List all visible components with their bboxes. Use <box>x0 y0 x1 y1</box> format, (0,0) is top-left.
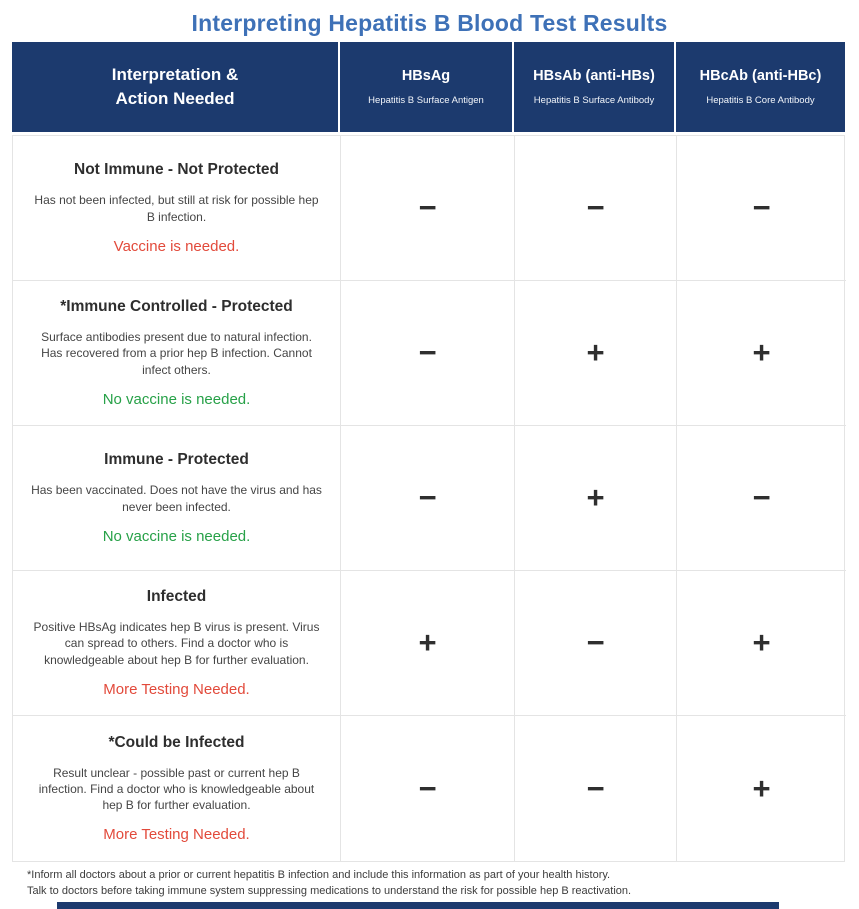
row-action: No vaccine is needed. <box>102 527 251 545</box>
result-symbol: − <box>515 571 677 716</box>
table-row-interpretation <box>13 426 341 571</box>
result-symbol: + <box>341 571 515 716</box>
test-full-hbsag: Hepatitis B Surface Antigen <box>368 95 484 106</box>
result-symbol: + <box>677 571 846 716</box>
header-cell-interpretation <box>12 42 340 132</box>
result-symbol: − <box>341 426 515 571</box>
header-cell-hbcab <box>676 42 845 132</box>
test-abbr-hbcab: HBcAb (anti-HBc) <box>699 68 822 84</box>
test-abbr-hbsag: HBsAg <box>401 68 451 84</box>
hepatitis-results-table <box>12 42 845 862</box>
result-symbol: − <box>515 136 677 281</box>
footnotes <box>27 868 631 900</box>
result-symbol: − <box>677 426 846 571</box>
row-title: Infected <box>146 588 207 606</box>
result-symbol: − <box>341 716 515 861</box>
table-header-row <box>12 42 845 132</box>
row-description: Has not been infected, but still at risk for possible hep B infection. <box>34 193 319 224</box>
test-full-hbsab: Hepatitis B Surface Antibody <box>533 95 655 106</box>
result-symbol: + <box>752 770 771 806</box>
bottom-banner-bar <box>57 902 779 909</box>
header-cell-hbsab <box>514 42 676 132</box>
table-row-interpretation <box>13 716 341 861</box>
result-symbol: − <box>341 136 515 281</box>
row-description: Surface antibodies present due to natural infection. Has recovered from a prior hep B infection. Cannot infect others. <box>41 330 312 377</box>
test-full-hbcab: Hepatitis B Core Antibody <box>706 95 815 106</box>
result-symbol: − <box>341 281 515 426</box>
row-action: More Testing Needed. <box>103 680 250 698</box>
page-title: Interpreting Hepatitis B Blood Test Results <box>191 10 668 36</box>
test-abbr-hbsab: HBsAb (anti-HBs) <box>533 68 655 84</box>
result-symbol: − <box>677 136 846 281</box>
footnote-line-2: Talk to doctors before taking immune system suppressing medications to understand the risk for possible hep B reactivation. <box>27 884 632 897</box>
table-row-interpretation <box>13 571 341 716</box>
footnote-line-1: *Inform all doctors about a prior or current hepatitis B infection and include this information as part of your health history. <box>27 869 611 881</box>
table-row-interpretation <box>13 136 341 281</box>
result-symbol: + <box>515 426 677 571</box>
header-interpretation-label: Interpretation & Action Needed <box>111 65 239 108</box>
row-description: Result unclear - possible past or current hep B infection. Find a doctor who is knowledgeable about hep B for further evaluation. <box>38 765 315 813</box>
row-description: Positive HBsAg indicates hep B virus is present. Virus can spread to others. Find a doctor who is knowledgeable about hep B for further evaluation. <box>33 620 320 667</box>
row-title: *Immune Controlled - Protected <box>60 298 293 316</box>
header-cell-hbsag <box>340 42 514 132</box>
row-title: Immune - Protected <box>104 451 249 469</box>
row-action: No vaccine is needed. <box>102 390 251 408</box>
table-body <box>12 135 845 862</box>
row-action: Vaccine is needed. <box>113 237 240 255</box>
result-symbol: + <box>515 281 677 426</box>
row-description: Has been vaccinated. Does not have the virus and has never been infected. <box>31 483 322 514</box>
row-title: *Could be Infected <box>108 733 245 751</box>
row-action: More Testing Needed. <box>103 826 250 844</box>
result-symbol: − <box>515 716 677 861</box>
result-symbol: + <box>677 281 846 426</box>
row-title: Not Immune - Not Protected <box>74 161 279 179</box>
table-row-interpretation <box>13 281 341 426</box>
